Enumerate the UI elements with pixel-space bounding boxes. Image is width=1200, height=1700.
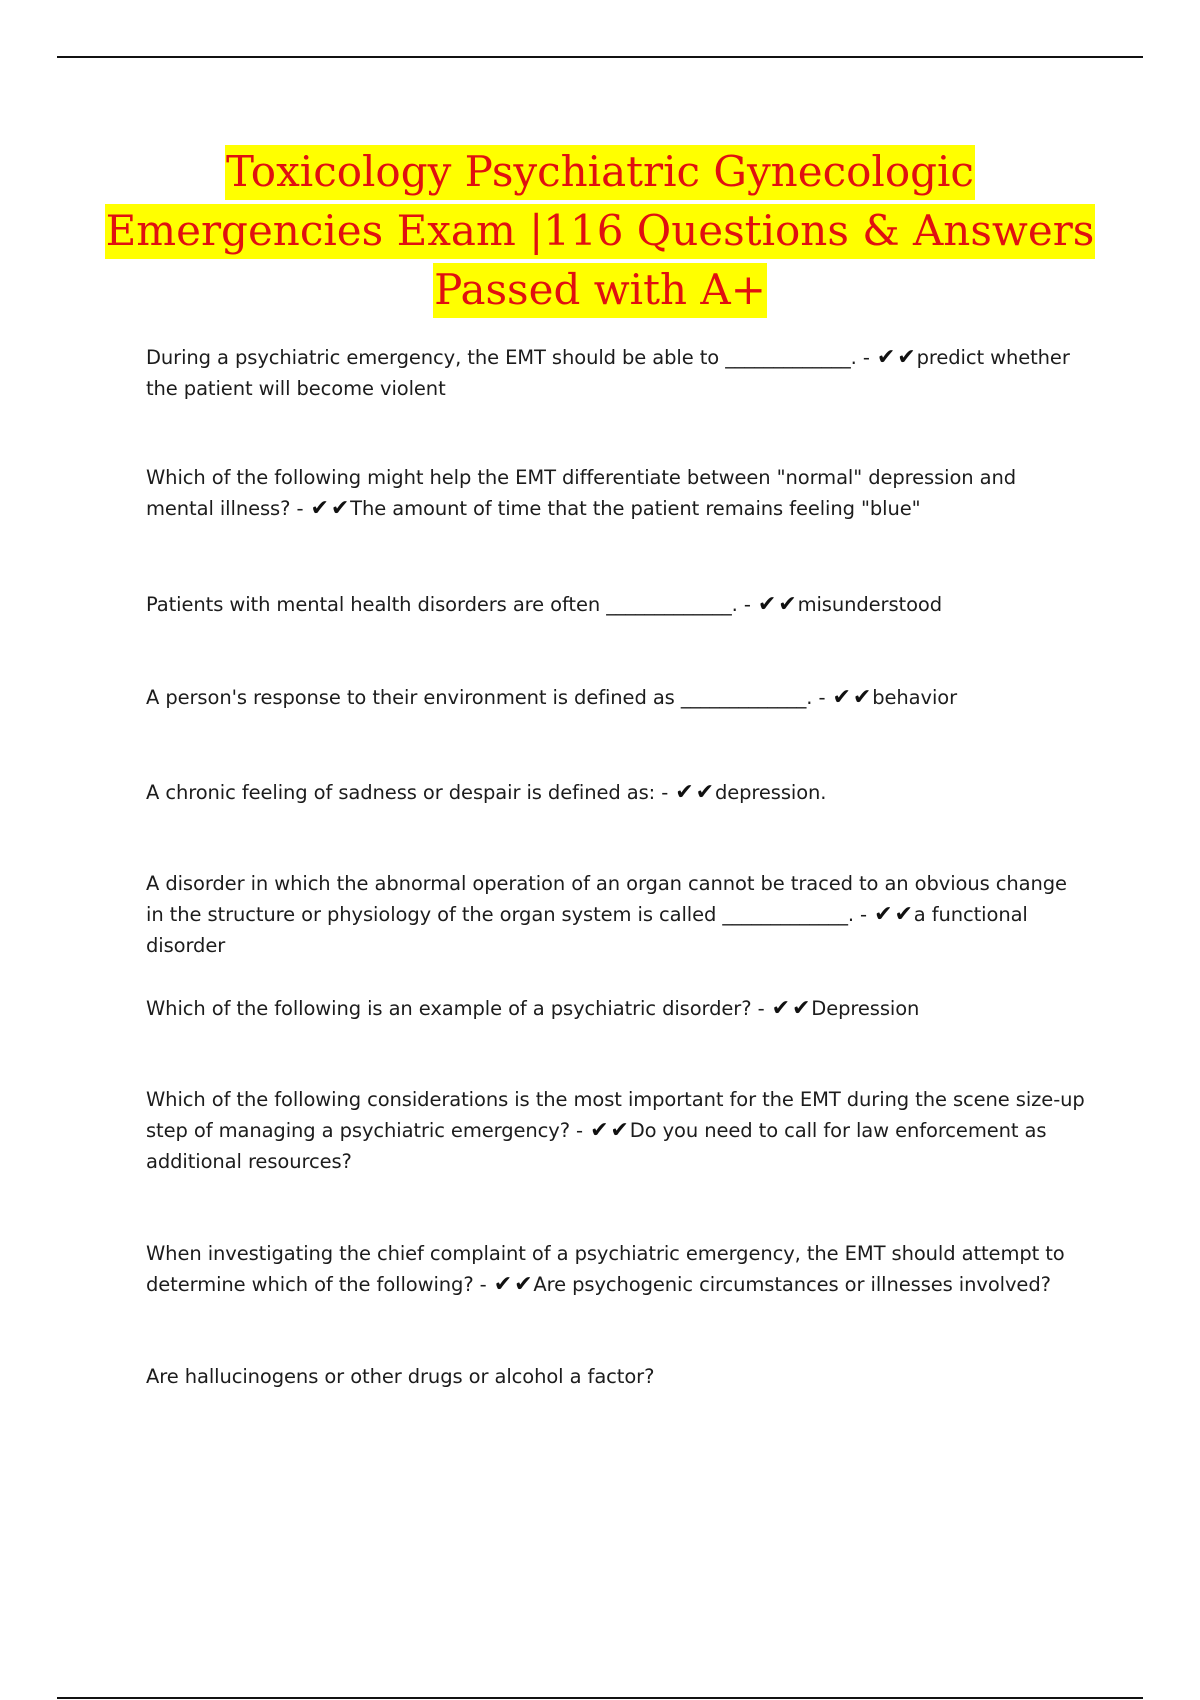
answer-text: Are psychogenic circumstances or illnesses involved? <box>533 1273 1051 1296</box>
answer-text: Do you need to call for law enforcement as additional resources? <box>146 1119 1047 1173</box>
qa-item-9 <box>146 1238 1086 1300</box>
answer-text: behavior <box>872 686 958 709</box>
check-icon: ✔ <box>897 345 916 370</box>
qa-item-5 <box>146 777 1086 808</box>
qa-item-4 <box>146 682 1086 713</box>
question-text: A person's response to their environment is defined as _____________. - <box>146 686 832 709</box>
title-line-3: Passed with A+ <box>433 263 767 318</box>
answer-text: a functional disorder <box>146 903 1028 957</box>
check-icon: ✔ <box>771 996 790 1021</box>
question-text: A disorder in which the abnormal operation of an organ cannot be traced to an obvious change in the structure or physiology of the organ system is called _____________. - <box>146 872 1067 926</box>
trailing-text: Are hallucinogens or other drugs or alcohol a factor? <box>146 1365 655 1388</box>
footer-rule <box>57 1697 1143 1699</box>
title-line-1: Toxicology Psychiatric Gynecologic <box>225 145 975 200</box>
check-icon: ✔ <box>590 1118 609 1143</box>
question-text: A chronic feeling of sadness or despair is defined as: - <box>146 781 675 804</box>
check-icon: ✔ <box>894 902 913 927</box>
answer-text: The amount of time that the patient remains feeling "blue" <box>350 497 921 520</box>
qa-item-1 <box>146 342 1086 404</box>
check-icon: ✔ <box>330 496 350 521</box>
qa-trailing-line <box>146 1361 1086 1392</box>
title-line-2: Emergencies Exam |116 Questions & Answers <box>105 204 1096 259</box>
check-icon: ✔ <box>757 592 777 617</box>
check-icon: ✔ <box>493 1272 513 1297</box>
qa-item-7 <box>146 993 1086 1024</box>
question-text: Which of the following is an example of a psychiatric disorder? - <box>146 997 771 1020</box>
header-rule <box>57 56 1143 58</box>
check-icon: ✔ <box>310 496 329 521</box>
document-title <box>80 142 1120 319</box>
question-text: Patients with mental health disorders are often _____________. - <box>146 593 757 616</box>
question-text: Which of the following might help the EMT differentiate between "normal" depression and mental illness? - <box>146 466 1017 520</box>
qa-item-6 <box>146 868 1086 961</box>
qa-item-2 <box>146 462 1086 524</box>
answer-text: Depression <box>811 997 920 1020</box>
check-icon: ✔ <box>695 780 714 805</box>
qa-item-8 <box>146 1084 1086 1177</box>
answer-text: misunderstood <box>797 593 943 616</box>
question-text: When investigating the chief complaint of a psychiatric emergency, the EMT should attempt to determine which of the following? - <box>146 1242 1065 1296</box>
question-text: Which of the following considerations is the most important for the EMT during the scene size-up step of managing a psychiatric emergency? - <box>146 1088 1085 1142</box>
check-icon: ✔ <box>514 1272 533 1297</box>
check-icon: ✔ <box>832 685 851 710</box>
question-text: During a psychiatric emergency, the EMT should be able to _____________. - <box>146 346 876 369</box>
check-icon: ✔ <box>874 902 893 927</box>
check-icon: ✔ <box>778 592 797 617</box>
check-icon: ✔ <box>876 345 896 370</box>
answer-text: predict whether the patient will become violent <box>146 346 1070 400</box>
check-icon: ✔ <box>610 1118 629 1143</box>
check-icon: ✔ <box>852 685 872 710</box>
check-icon: ✔ <box>675 780 694 805</box>
qa-item-3 <box>146 589 1086 620</box>
check-icon: ✔ <box>791 996 811 1021</box>
answer-text: depression. <box>714 781 827 804</box>
